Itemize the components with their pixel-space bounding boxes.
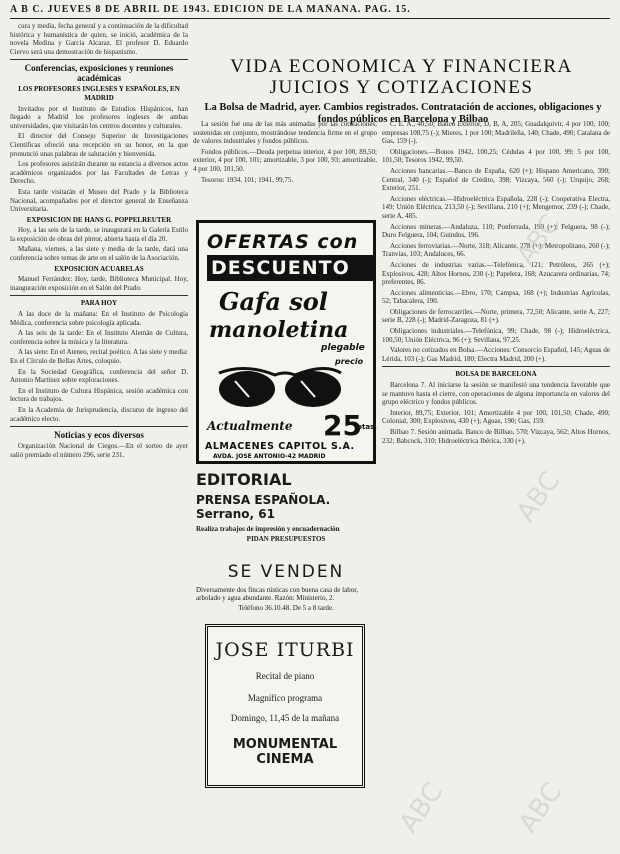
ad-iturbi-name: JOSE ITURBI [215, 639, 355, 661]
subheading-poppelreuter: EXPOSICION DE HANS G. POPPELREUTER [26, 215, 172, 224]
advertisement-iturbi [205, 624, 365, 788]
ad-venden-title: SE VENDEN [227, 562, 345, 582]
watermark-abc-1: ABC [511, 209, 567, 271]
ad-iturbi-line1: Recital de piano [255, 671, 315, 681]
ad-editorial-text: Realiza trabajos de impresión y encuadernación [196, 525, 340, 533]
ad-ofertas-line1: OFERTAS con [207, 231, 359, 253]
sunglasses-icon [215, 363, 345, 413]
watermark-abc-4: ABC [513, 777, 569, 839]
ad-editorial-name: PRENSA ESPAÑOLA. Serrano, 61 [196, 493, 331, 521]
column-left: cura y media, fecha general y a continuación de la dificultad histórica y humanística de quien, se inició, académica de la novela Medina y García Alcaraz. El profesor D. Eduardo Ciervo será una demostración de hispanismo. Conferencias, exposiciones y reuniones académicas LOS PROFESORES INGLESES Y ESPAÑOLES, EN MADRID Invitados por el Instituto de Estudios Hispánicos, han llegado a Madrid los profesores ingleses de ambas universidades, que visitarán los centros docentes y culturales. El director del Consejo Superior de Investigaciones Científicas ofreció una recepción en su honor, en la que pronunció unas palabras de salutación y bienvenida. Los profesores asistirán durante su estancia a diversos actos académicos organizados por las Facultades de Letras y Derecho. Esta tarde visitarán el Museo del Prado y la Biblioteca Nacional, acompañados por el director general de Enseñanza Universitaria. EXPOSICION DE HANS G. POPPELREUTER Hoy, a las seis de la tarde, se inaugurará en la Galería Estilo la exposición de obras del pintor, abierta hasta el día 20. Mañana, viernes, a las siete y media de la tarde, dará una conferencia sobre temas de arte en el salón de la Asociación. EXPOSICION ACUARELAS Manuel Ferrández: Hoy, tarde, Biblioteca Municipal. Hoy, inauguración exposición en el Salón del Prado. PARA HOY A las doce de la mañana: En el Instituto de Psicología Médica, conferencia sobre psicología aplicada. A las seis de la tarde: En el Instituto Alemán de Cultura, conferencia sobre la música y la literatura. A las siete: En el Ateneo, recital poético. A las siete y media: En el Círculo de Bellas Artes, coloquio. En la Sociedad Geográfica, conferencia del señor D. Antonio Martínez sobre exploraciones. En el Instituto de Cultura Hispánica, sesión académica con lectura de trabajos. En la Academia de Jurisprudencia, discurso de ingreso del académico electo. Noticias y ecos diversos Organización Nacional de Ciegos.—En el sorteo de ayer salió premiado el número 296, serie 231. [10, 22, 188, 459]
subheading-profesores: LOS PROFESORES INGLESES Y ESPAÑOLES, EN MADRID [18, 85, 180, 102]
page-header: A B C. JUEVES 8 DE ABRIL DE 1943. EDICION DE LA MAÑANA. PAG. 15. [10, 4, 610, 19]
subheading-para-hoy: PARA HOY [80, 299, 118, 308]
ad-ofertas-address: AVDA. JOSE ANTONIO-42 MADRID [213, 453, 326, 460]
ad-ofertas-line6: precio [335, 357, 364, 366]
section-subtitle: La Bolsa de Madrid, ayer. Cambios registrados. Contratación de acciones, obligaciones y fondos públicos en Barcelona y Bilbao [204, 102, 602, 125]
ad-ofertas-price: 25 [323, 409, 362, 442]
watermark-abc-2: ABC [511, 466, 567, 528]
ad-editorial-title: EDITORIAL [196, 470, 292, 489]
subheading-bolsa-barcelona: BOLSA DE BARCELONA [455, 370, 537, 379]
ad-ofertas-store: ALMACENES CAPITOL S.A. [205, 441, 355, 452]
ad-iturbi-line2: Magnífico programa [247, 693, 323, 703]
subheading-acuarelas: EXPOSICION ACUARELAS [54, 264, 144, 273]
advertisement-se-venden: SE VENDEN Diversamente dos fincas rústicas con buena casa de labor, arbolado y agua abundante. Razón: Ministerio, 2. Teléfono 36.10.48. De 5 a 8 tarde. [196, 562, 376, 618]
ad-ofertas-currency: ptas. [357, 423, 377, 431]
heading-noticias: Noticias y ecos diversos [54, 430, 144, 441]
column-middle-text: La sesión fué una de las más animadas por las cotizaciones, sostenidas en conjunto, mostrándose tendencia firme en el grupo de valores industriales y fondos públicos. Fondos públicos.—Deuda perpetua interior, 4 por 100, 89,50; exterior, 4 por 100, 101; amortizable, 3 por 100, 93; amortizable, 4 por 100, 101,50. Tesoros: 1934, 101; 1941, 99,75. [193, 120, 377, 184]
ad-ofertas-line5: plegable [321, 343, 365, 353]
advertisement-ofertas [196, 220, 376, 464]
ad-ofertas-line7: Actualmente [207, 419, 293, 433]
ad-ofertas-line4: manoletina [209, 317, 349, 343]
ad-iturbi-venue: MONUMENTAL CINEMA [232, 737, 338, 767]
ad-venden-text: Teléfono 36.10.48. De 5 a 8 tarde. [238, 604, 334, 612]
watermark-abc-3: ABC [394, 777, 450, 839]
column-right: C. E. A., 40,50; Banco Exterior, D, B, A, 205; Guadalquivir, 4 por 100, 100; empresas 108,75 (-); Mieres, 1 por 100; Madrileña, 140; Chade, 490; Catalana de Gas, 159 (-). Obligaciones.—Bonos 1942, 100,25; Cédulas 4 por 100, 99; 5 por 100, 101,50; Tesoros 1942, 99,50. Acciones bancarias.—Banco de España, 620 (+); Hispano Americano, 390; Central, 340 (-); Español de Crédito, 398; Vizcaya, 560 (-); Urquijo, 268; Exterior, 251. Acciones eléctricas.—Hidroeléctrica Española, 228 (-); Cooperativa Electra, 149; Unión Eléctrica, 213,50 (-); Sevillana, 210 (+); Mengemor, 239 (-); Chade, serie A, 485. Acciones mineras.—Andaluza, 110; Ponferrada, 190 (+); Felguera, 98 (-); Duro Felguera, 104; Guindos, 196. Acciones ferroviarias.—Norte, 318; Alicante, 278 (+); Metropolitano, 260 (-); Tranvías, 103; Andaluces, 66. Acciones de industrias varias.—Telefónica, 121; Petróleos, 265 (+); Explosivos, 428; Altos Hornos, 230 (-); Papelera, 168; Azucarera ordinarias, 74; preferentes, 86. Acciones alimenticias.—Ebro, 170; Campsa, 168 (+); Industrias Agrícolas, 52; Tabacalera, 190. Obligaciones de ferrocarriles.—Norte, primera, 72,50; Alicante, serie A, 227; serie B, 228 (-); Madrid-Zaragoza, 81 (+). Obligaciones industriales.—Telefónica, 99; Chade, 98 (-); Hidroeléctrica, 100,50; Unión Eléctrica, 96 (+); Sevillana, 97,25. Valores no cotizados en Bolsa.—Acciones: Consorcio Español, 145; Aguas de Lérida, 103 (-); Gas Madrid, 180; Electra Madrid, 200 (+). BOLSA DE BARCELONA Barcelona 7. Al iniciarse la sesión se manifestó una tendencia favorable que se mantuvo hasta el cierre, con operaciones de alguna importancia en valores del grupo eléctrico y fondos públicos. Interior, 89,75; Exterior, 101; Amortizable 4 por 100, 101,50; Chade, 490; Colonial, 300; Explosivos, 430 (+); Aguas, 190; Gas, 159. Bilbao 7. Sesión animada. Banco de Bilbao, 570; Vizcaya, 562; Altos Hornos, 232; Babcock, 310; Hidroeléctrica Ibérica, 330 (+). [382, 120, 610, 445]
section-title: VIDA ECONOMICA Y FINANCIERA JUICIOS Y COTIZACIONES [230, 56, 573, 98]
ad-editorial-note: PIDAN PRESUPUESTOS [246, 535, 326, 543]
heading-conferencias: Conferencias, exposiciones y reuniones académicas [24, 63, 174, 84]
ad-iturbi-line3: Domingo, 11,45 de la mañana [230, 713, 340, 723]
ad-ofertas-line2: DESCUENTO [207, 255, 373, 281]
advertisement-editorial [196, 470, 376, 558]
ad-ofertas-line3: Gafa sol [219, 287, 328, 316]
